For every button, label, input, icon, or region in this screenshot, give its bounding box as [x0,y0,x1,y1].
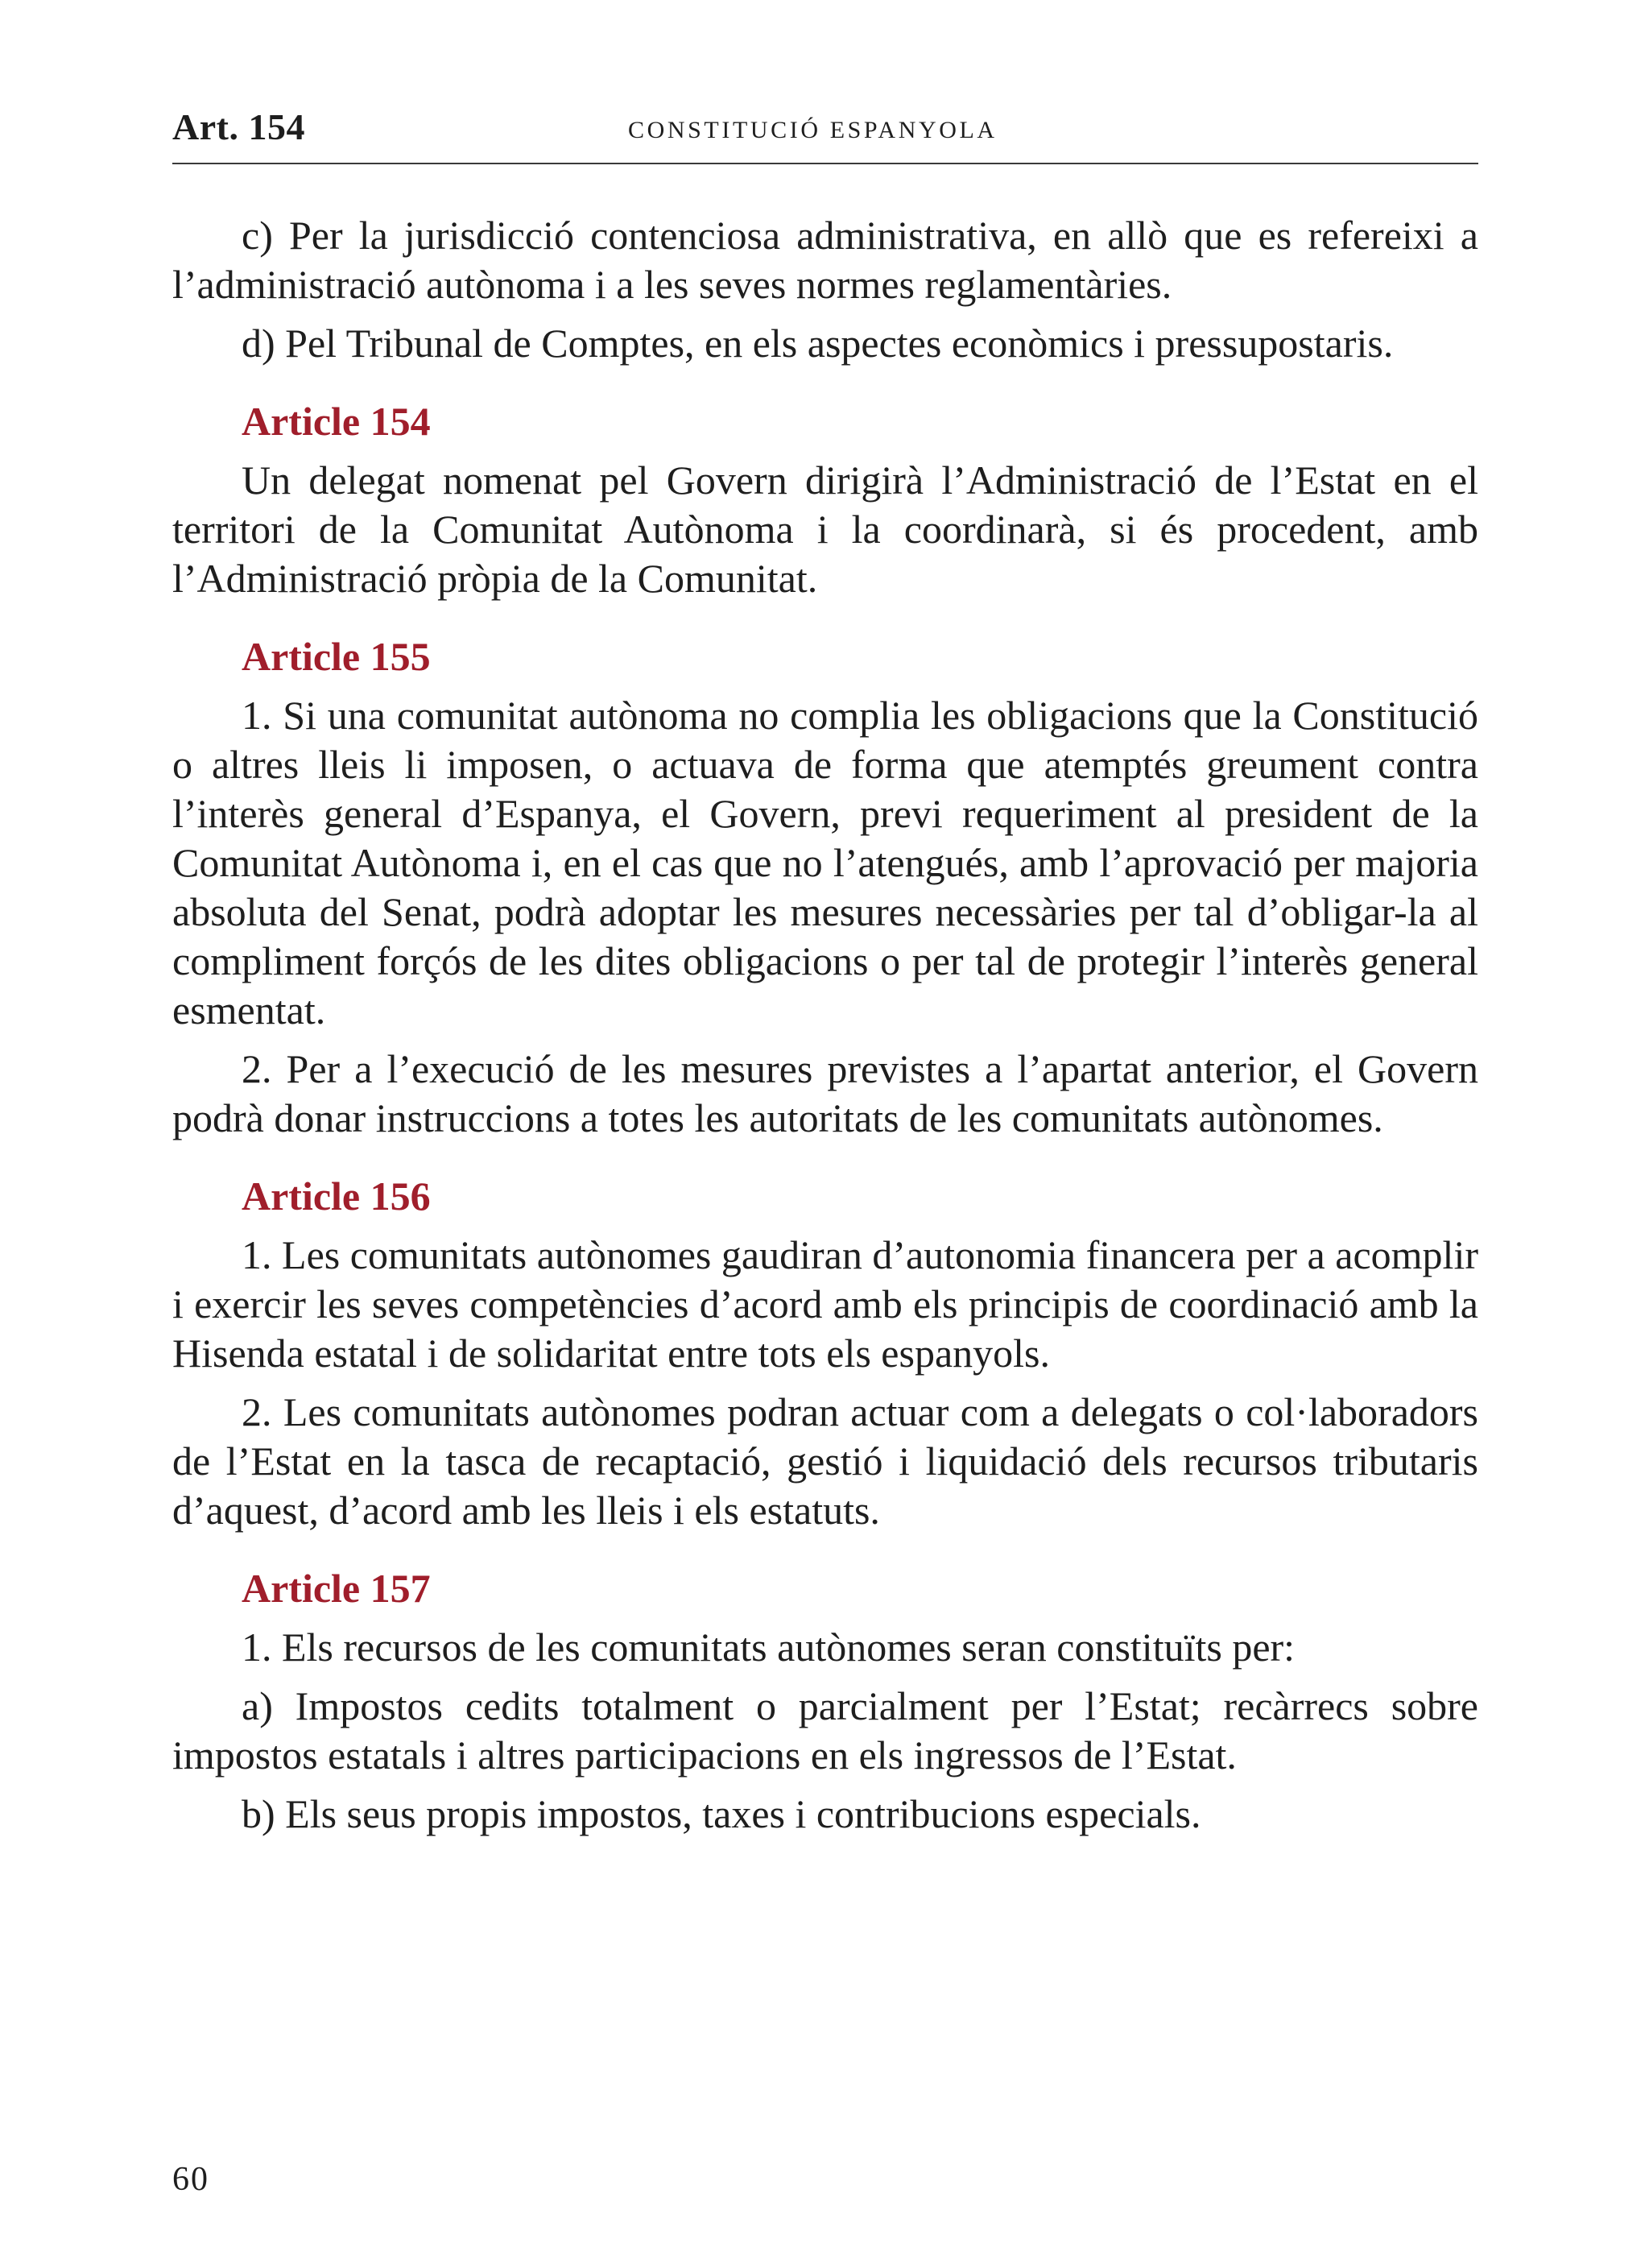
article-paragraph: a) Impostos cedits totalment o parcialment per l’Estat; recàrrecs sobre impostos estatals i altres participacions en els ingressos de l’Estat. [172,1683,1478,1778]
article-paragraph: 1. Les comunitats autònomes gaudiran d’autonomia financera per a acomplir i exercir les seves competències d’acord amb els principis de coordinació amb la Hisenda estatal i de solidaritat entre tots els espanyols. [172,1232,1478,1376]
article-heading: Article 157 [242,1566,431,1611]
running-head-article: Art. 154 [172,106,305,147]
article-paragraph: b) Els seus propis impostos, taxes i contribucions especials. [242,1791,1201,1836]
article-paragraph: 2. Les comunitats autònomes podran actuar com a delegats o col·laboradors de l’Estat en la tasca de recaptació, gestió i liquidació dels recursos tributaris d’aquest, d’acord amb les lleis i els estatuts. [172,1389,1478,1533]
article-paragraph: 1. Els recursos de les comunitats autònomes seran constituïts per: [242,1624,1296,1670]
article-heading: Article 155 [242,634,431,679]
article-156 [172,1172,1478,1535]
paragraph-c: c) Per la jurisdicció contenciosa administrativa, en allò que es refereixi a l’administració autònoma i a les seves normes reglamentàries. [172,213,1478,307]
article-157 [172,1564,1478,1839]
article-154 [172,397,1478,603]
running-head [172,103,1478,164]
paragraph-d: d) Pel Tribunal de Comptes, en els aspectes econòmics i pressupostaris. [242,321,1394,366]
article-heading: Article 156 [242,1173,431,1219]
article-paragraph: 1. Si una comunitat autònoma no complia les obligacions que la Constitució o altres lleis li imposen, o actuava de forma que atemptés greument contra l’interès general d’Espanya, el Govern, previ requeriment al president de la Comunitat Autònoma i, en el cas que no l’atengués, amb l’aprovació per majoria absoluta del Senat, podrà adoptar les mesures necessàries per tal d’obligar-la al compliment forçós de les dites obligacions o per tal de protegir l’interès general esmentat. [172,693,1478,1033]
running-head-title: CONSTITUCIÓ ESPANYOLA [628,117,998,143]
body-text [172,211,1478,1848]
article-paragraph: Un delegat nomenat pel Govern dirigirà l’Administració de l’Estat en el territori de la Comunitat Autònoma i la coordinarà, si és procedent, amb l’Administració pròpia de la Comunitat. [172,457,1478,601]
article-paragraph: 2. Per a l’execució de les mesures previstes a l’apartat anterior, el Govern podrà donar instruccions a totes les autoritats de les comunitats autònomes. [172,1046,1478,1140]
page-number: 60 [172,2161,209,2198]
article-155 [172,632,1478,1143]
article-heading: Article 154 [242,399,431,444]
